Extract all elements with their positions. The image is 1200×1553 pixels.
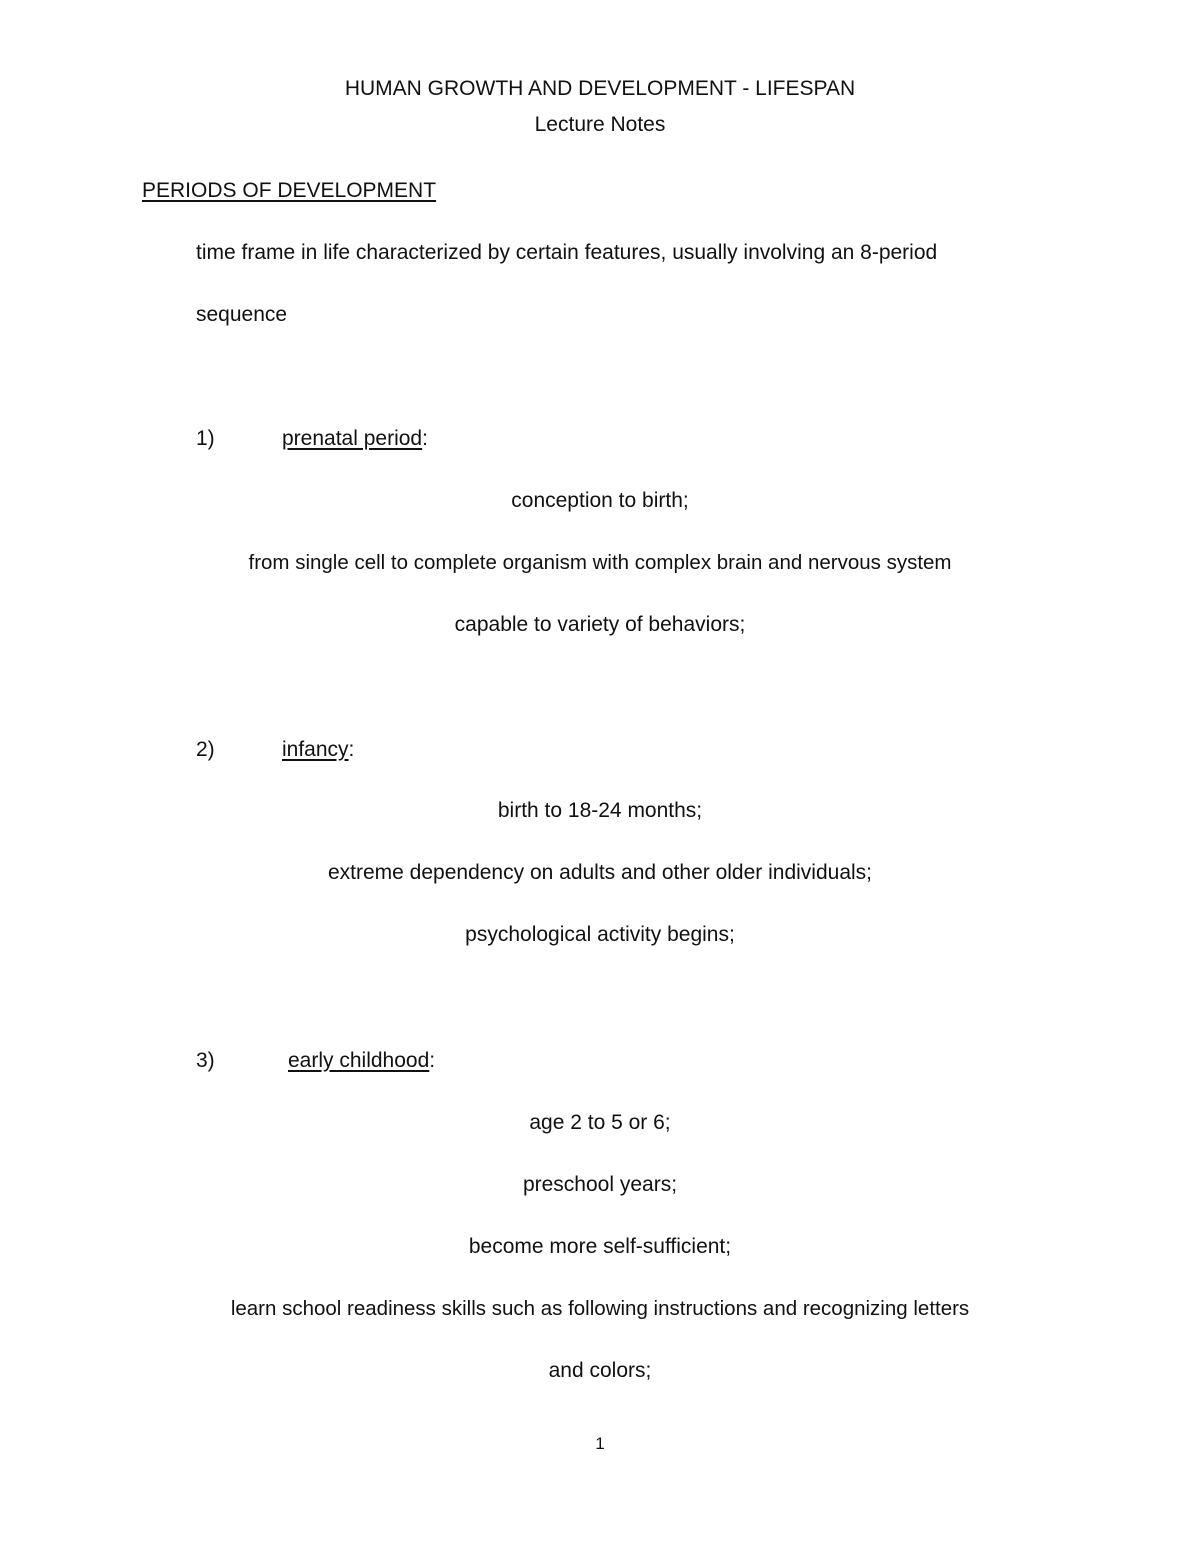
period-colon: :	[422, 427, 428, 450]
period-number: 3)	[196, 1049, 215, 1072]
period-detail-line: learn school readiness skills such as following instructions and recognizing letters	[230, 1297, 970, 1320]
period-colon: :	[348, 738, 355, 761]
period-heading-early-childhood	[0, 1048, 1200, 1074]
period-name: prenatal period	[282, 427, 423, 450]
period-detail-line: birth to 18-24 months;	[497, 799, 703, 822]
period-name: infancy	[282, 738, 349, 761]
period-colon: :	[429, 1049, 436, 1072]
period-number: 2)	[196, 738, 215, 761]
period-number: 1)	[196, 427, 215, 450]
period-detail-line: from single cell to complete organism with complex brain and nervous system	[248, 551, 952, 574]
period-detail-line: age 2 to 5 or 6;	[529, 1111, 671, 1134]
intro-text-line-1: time frame in life characterized by certain features, usually involving an 8-period	[196, 241, 938, 264]
period-name: early childhood	[288, 1049, 430, 1072]
period-detail-line: preschool years;	[522, 1173, 678, 1196]
period-detail-line: and colors;	[548, 1359, 652, 1382]
page-number: 1	[595, 1434, 605, 1453]
period-name-row	[282, 426, 428, 452]
period-detail-line: psychological activity begins;	[465, 923, 735, 946]
period-detail-line: capable to variety of behaviors;	[454, 613, 746, 636]
document-subtitle: Lecture Notes	[534, 113, 666, 136]
period-detail-line: become more self-sufficient;	[468, 1235, 732, 1258]
period-heading-infancy	[0, 737, 1200, 763]
period-name-row	[288, 1048, 435, 1074]
period-detail-line: extreme dependency on adults and other older individuals;	[327, 861, 873, 884]
section-heading: PERIODS OF DEVELOPMENT	[142, 179, 437, 202]
period-detail-line: conception to birth;	[511, 489, 689, 512]
period-name-row	[282, 737, 354, 763]
period-heading-prenatal	[0, 426, 1200, 452]
intro-text-line-2: sequence	[196, 303, 288, 326]
document-title: HUMAN GROWTH AND DEVELOPMENT - LIFESPAN	[344, 77, 856, 100]
